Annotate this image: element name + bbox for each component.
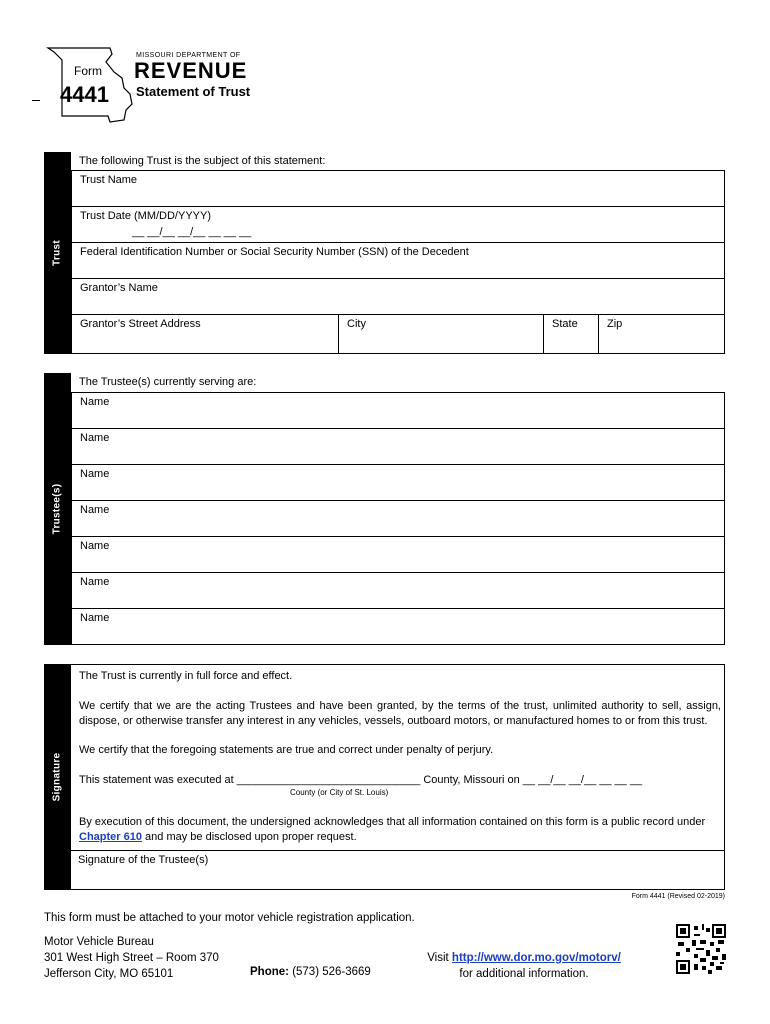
trust-section — [44, 152, 725, 354]
qr-code-icon — [676, 924, 726, 974]
signature-section — [44, 664, 725, 890]
execution-date-blanks[interactable]: __ __/__ __/__ __ __ __ — [522, 774, 643, 786]
county-caption: County (or City of St. Louis) — [290, 788, 389, 797]
executed-line: This statement was executed at ______________________________ County, Missouri on __ __/__ __/__ __ __ __ — [79, 774, 643, 786]
phone-line: Phone: (573) 526-3669 — [250, 966, 371, 978]
trustee-name-field[interactable]: Name — [71, 500, 725, 537]
trustees-section — [44, 373, 725, 645]
county-blank[interactable]: ______________________________ — [236, 774, 421, 786]
street-address: 301 West High Street – Room 370 — [44, 952, 219, 964]
phone-number: (573) 526-3669 — [292, 966, 371, 978]
grantor-state-field[interactable]: State — [543, 314, 599, 354]
certify-authority-statement: We certify that we are the acting Trustees and have been granted, by the terms of the trust, unlimited authority to sell, assign, dispose, or otherwise transfer any interest in any vehicles, vessels, outboard motors, or manufactured homes to or from this trust. — [79, 700, 721, 727]
form-number: 4441 — [60, 82, 109, 107]
trust-date-blanks: __ __/__ __/__ __ __ __ — [132, 226, 252, 238]
fein-ssn-field[interactable]: Federal Identification Number or Social Security Number (SSN) of the Decedent — [71, 242, 725, 279]
trustee-signature-field[interactable]: Signature of the Trustee(s) — [70, 850, 725, 891]
department-line: MISSOURI DEPARTMENT OF — [136, 52, 241, 59]
trust-name-field[interactable]: Trust Name — [71, 170, 725, 207]
trustee-name-field[interactable]: Name — [71, 608, 725, 645]
form-title: Statement of Trust — [136, 84, 251, 99]
dor-website-link[interactable]: http://www.dor.mo.gov/motorv/ — [451, 952, 621, 964]
grantor-zip-field[interactable]: Zip — [598, 314, 725, 354]
header — [40, 42, 270, 132]
public-record-statement: By execution of this document, the undersigned acknowledges that all information contained on this form is a public record under Chapter 610 and may be disclosed upon proper request. — [79, 816, 706, 843]
trustee-name-field[interactable]: Name — [71, 536, 725, 573]
trustee-name-field[interactable]: Name — [71, 392, 725, 429]
form-word: Form — [74, 64, 102, 78]
revenue-logo: REVENUE — [134, 58, 248, 83]
more-info-text: for additional information. — [459, 968, 589, 980]
trustees-side-tab: Trustee(s) — [44, 373, 70, 645]
grantor-city-field[interactable]: City — [338, 314, 544, 354]
dash-mark — [32, 100, 40, 101]
mailing-address — [44, 934, 219, 982]
visit-line: Visit http://www.dor.mo.gov/motorv/ for additional information. — [427, 952, 621, 980]
trust-date-field[interactable]: Trust Date (MM/DD/YYYY) __ __/__ __/__ __ __ __ — [71, 206, 725, 243]
trustees-intro: The Trustee(s) currently serving are: — [79, 376, 257, 388]
attach-note: This form must be attached to your motor vehicle registration application. — [44, 912, 415, 924]
bureau-name: Motor Vehicle Bureau — [44, 936, 154, 948]
trust-side-tab: Trust — [44, 152, 70, 354]
trustee-name-field[interactable]: Name — [71, 572, 725, 609]
grantor-name-field[interactable]: Grantor’s Name — [71, 278, 725, 315]
chapter-610-link[interactable]: Chapter 610 — [79, 831, 142, 843]
certify-perjury-statement: We certify that the foregoing statements are true and correct under penalty of perjury. — [79, 744, 494, 756]
trust-intro: The following Trust is the subject of this statement: — [79, 155, 326, 167]
grantor-street-field[interactable]: Grantor’s Street Address — [71, 314, 339, 354]
trustee-name-field[interactable]: Name — [71, 464, 725, 501]
revision-note: Form 4441 (Revised 02-2019) — [631, 893, 725, 900]
city-state-zip: Jefferson City, MO 65101 — [44, 968, 174, 980]
signature-side-tab: Signature — [44, 664, 70, 890]
full-force-statement: The Trust is currently in full force and effect. — [79, 670, 293, 682]
trustee-name-field[interactable]: Name — [71, 428, 725, 465]
